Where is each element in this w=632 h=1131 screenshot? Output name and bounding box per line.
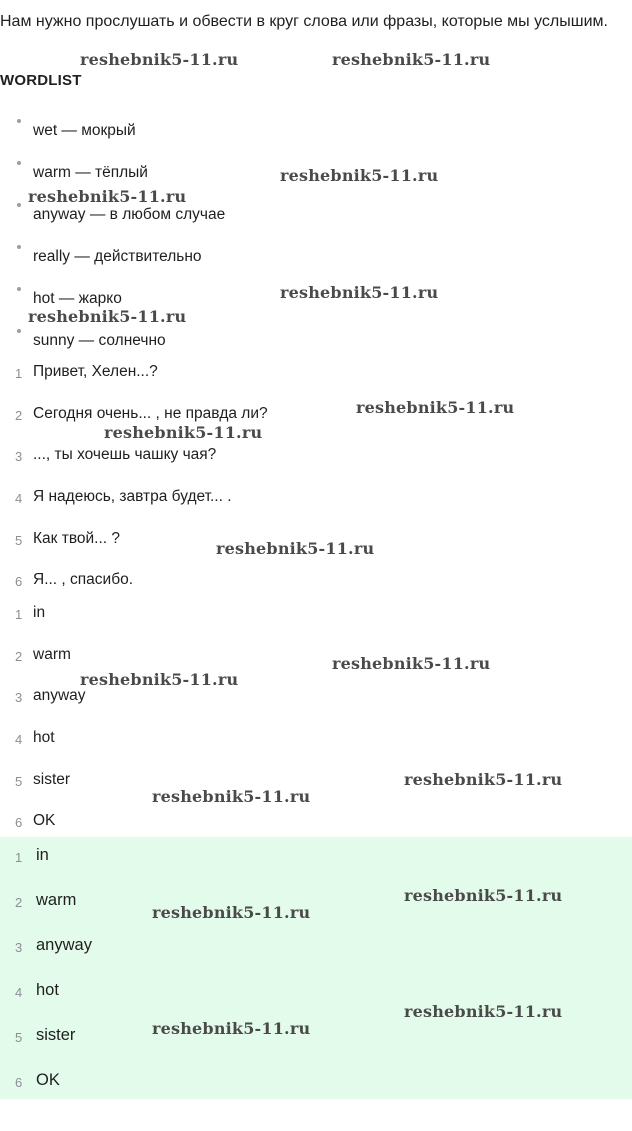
answer-box xyxy=(0,837,632,1099)
item-number: 3 xyxy=(15,940,23,955)
watermark: reshebnik5-11.ru xyxy=(332,654,491,673)
item-text: warm xyxy=(36,891,77,909)
watermark: reshebnik5-11.ru xyxy=(216,539,375,558)
watermark: reshebnik5-11.ru xyxy=(152,903,311,922)
item-number: 6 xyxy=(15,574,23,590)
watermark: reshebnik5-11.ru xyxy=(80,50,239,69)
bullet-icon xyxy=(17,161,21,165)
task-instruction: Нам нужно прослушать и обвести в круг слова или фразы, которые мы услышим. xyxy=(0,13,608,30)
item-number: 4 xyxy=(15,985,23,1000)
watermark: reshebnik5-11.ru xyxy=(404,770,563,789)
item-text: Я... , спасибо. xyxy=(33,571,134,589)
watermark: reshebnik5-11.ru xyxy=(104,423,263,442)
item-number: 5 xyxy=(15,773,23,789)
item-text: hot xyxy=(36,981,59,999)
item-text: ..., ты хочешь чашку чая? xyxy=(33,446,217,464)
item-text: Я надеюсь, завтра будет... . xyxy=(33,488,232,506)
item-number: 4 xyxy=(15,732,23,748)
item-text: Привет, Хелен...? xyxy=(33,363,158,380)
wordlist-heading: WORDLIST xyxy=(0,72,82,89)
bullet-icon xyxy=(17,287,21,291)
item-number: 3 xyxy=(15,690,23,706)
watermark: reshebnik5-11.ru xyxy=(404,886,563,905)
item-text: sister xyxy=(36,1026,76,1044)
item-text: anyway xyxy=(36,936,92,954)
item-number: 2 xyxy=(15,407,23,423)
bullet-icon xyxy=(17,119,21,123)
watermark: reshebnik5-11.ru xyxy=(28,187,187,206)
item-number: 6 xyxy=(15,815,23,831)
item-number: 2 xyxy=(15,895,23,910)
item-text: in xyxy=(36,846,49,864)
bullet-icon xyxy=(17,245,21,249)
item-text: sister xyxy=(33,770,71,788)
item-text: OK xyxy=(36,1071,60,1089)
item-number: 5 xyxy=(15,532,23,548)
item-text: OK xyxy=(33,812,56,830)
watermark: reshebnik5-11.ru xyxy=(152,787,311,806)
item-number: 6 xyxy=(15,1075,23,1090)
item-number: 1 xyxy=(15,850,23,865)
item-number: 5 xyxy=(15,1030,23,1045)
watermark: reshebnik5-11.ru xyxy=(80,670,239,689)
bullet-icon xyxy=(17,203,21,207)
watermark: reshebnik5-11.ru xyxy=(280,166,439,185)
item-number: 3 xyxy=(15,449,23,465)
item-number: 2 xyxy=(15,648,23,664)
watermark: reshebnik5-11.ru xyxy=(356,398,515,417)
item-number: 1 xyxy=(15,607,23,622)
item-text: hot xyxy=(33,729,55,747)
bullet-icon xyxy=(17,329,21,333)
item-number: 1 xyxy=(15,366,23,381)
item-number: 4 xyxy=(15,491,23,507)
watermark: reshebnik5-11.ru xyxy=(404,1002,563,1021)
item-text: Сегодня очень... , не правда ли? xyxy=(33,404,268,422)
item-text: in xyxy=(33,604,46,621)
watermark: reshebnik5-11.ru xyxy=(28,307,187,326)
watermark: reshebnik5-11.ru xyxy=(152,1019,311,1038)
item-text: warm xyxy=(33,645,71,663)
item-text: anyway xyxy=(33,687,86,705)
watermark: reshebnik5-11.ru xyxy=(332,50,491,69)
watermark: reshebnik5-11.ru xyxy=(280,283,439,302)
item-text: Как твой... ? xyxy=(33,529,121,547)
